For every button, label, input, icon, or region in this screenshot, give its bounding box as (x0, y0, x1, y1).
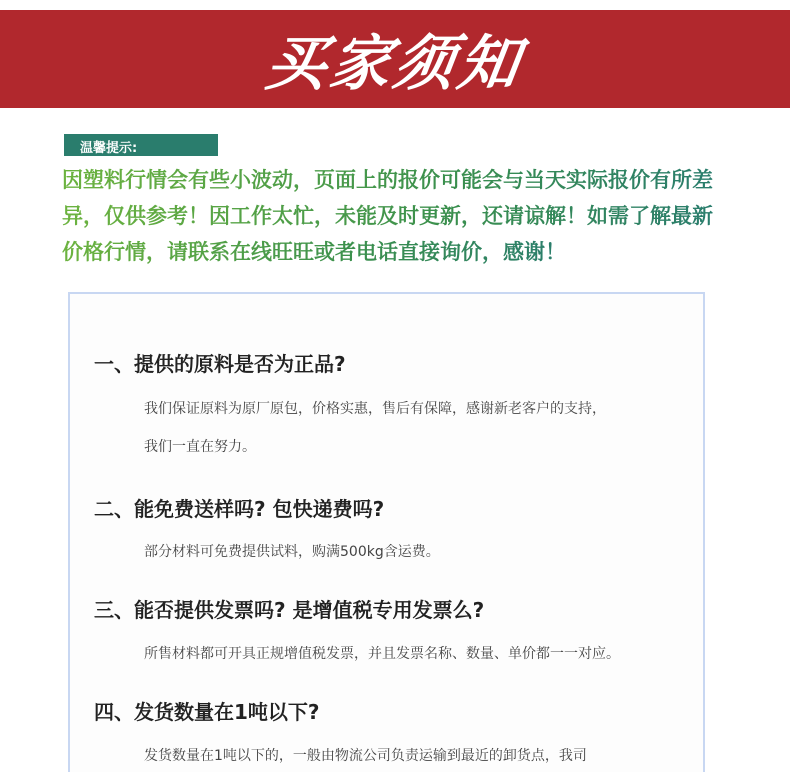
notice-tag: 温馨提示: (64, 134, 218, 156)
notice-line: 价格行情，请联系在线旺旺或者电话直接询价，感谢！ (62, 240, 566, 264)
faq-answer: 发货数量在1吨以下的，一般由物流公司负责运输到最近的卸货点，我司 (144, 748, 587, 764)
notice-line: 因塑料行情会有些小波动，页面上的报价可能会与当天实际报价有所差 (62, 168, 713, 192)
faq-question: 四、发货数量在1吨以下? (94, 700, 320, 724)
faq-answer: 所售材料都可开具正规增值税发票，并且发票名称、数量、单价都一一对应。 (144, 646, 620, 662)
banner-title: 买家须知 (261, 29, 528, 99)
faq-answer: 部分材料可免费提供试料，购满500kg含运费。 (144, 544, 440, 560)
faq-answer: 我们一直在努力。 (144, 439, 256, 455)
faq-box (68, 292, 705, 772)
notice-text (62, 162, 752, 270)
header-banner (0, 10, 790, 108)
faq-answer: 我们保证原料为原厂原包，价格实惠，售后有保障，感谢新老客户的支持， (144, 401, 606, 417)
faq-question: 二、能免费送样吗? 包快递费吗? (94, 497, 385, 521)
notice-line: 异，仅供参考！因工作太忙，未能及时更新，还请谅解！如需了解最新 (62, 204, 713, 228)
faq-question: 三、能否提供发票吗? 是增值税专用发票么? (94, 598, 485, 622)
faq-question: 一、提供的原料是否为正品? (94, 352, 346, 376)
